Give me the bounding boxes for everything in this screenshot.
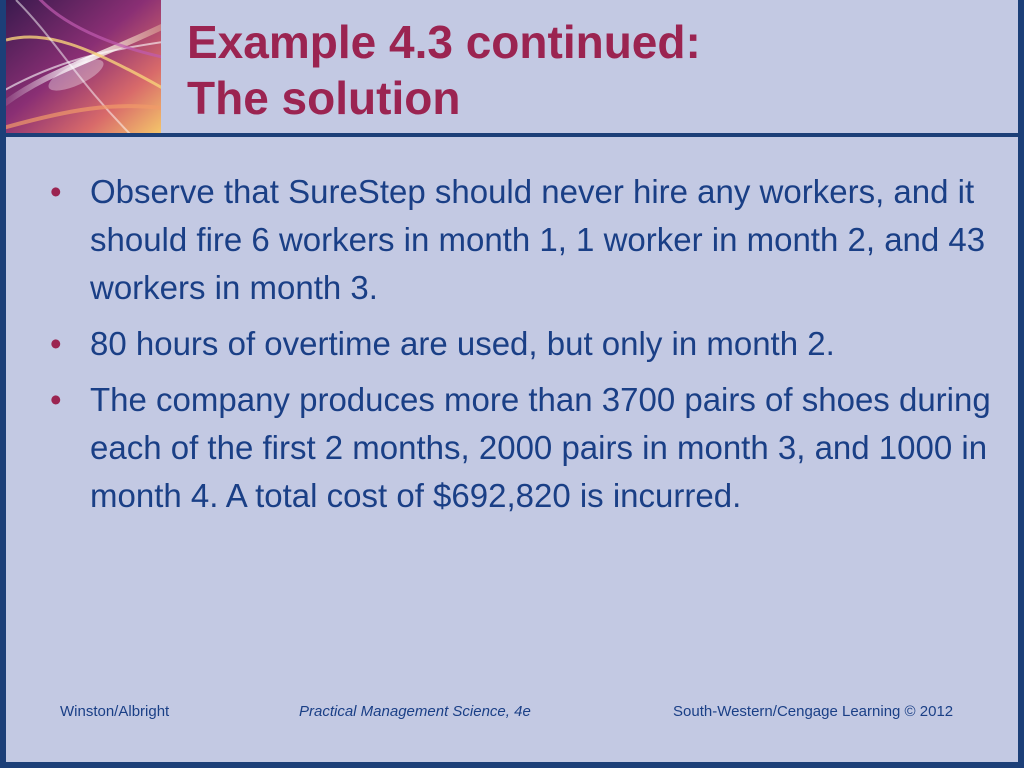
- bullet-text: The company produces more than 3700 pairs of shoes during each of the first 2 months, 2000 pairs in month 3, and 1000 in month 4. A total cost of $692,820 is incurred.: [90, 381, 991, 514]
- bullet-item: [50, 168, 1010, 312]
- bullet-item: [50, 320, 1010, 368]
- bullet-text: 80 hours of overtime are used, but only in month 2.: [90, 325, 835, 362]
- header-divider: [6, 133, 1024, 137]
- bullet-icon: •: [50, 325, 62, 362]
- bullet-icon: •: [50, 173, 62, 210]
- bullet-icon: •: [50, 381, 62, 418]
- abstract-light-streaks-icon: [6, 0, 161, 133]
- bullet-item: [50, 376, 1010, 520]
- bullet-text: Observe that SureStep should never hire any workers, and it should fire 6 workers in month 1, 1 worker in month 2, and 43 workers in month 3.: [90, 173, 986, 306]
- footer-book-title: Practical Management Science, 4e: [299, 703, 531, 720]
- title-line-1: Example 4.3 continued:: [187, 16, 701, 68]
- bullet-list: [50, 168, 1010, 528]
- slide-title: [187, 14, 701, 126]
- footer-copyright: South-Western/Cengage Learning © 2012: [673, 703, 954, 720]
- footer-authors: Winston/Albright: [60, 703, 170, 720]
- title-line-2: The solution: [187, 72, 461, 124]
